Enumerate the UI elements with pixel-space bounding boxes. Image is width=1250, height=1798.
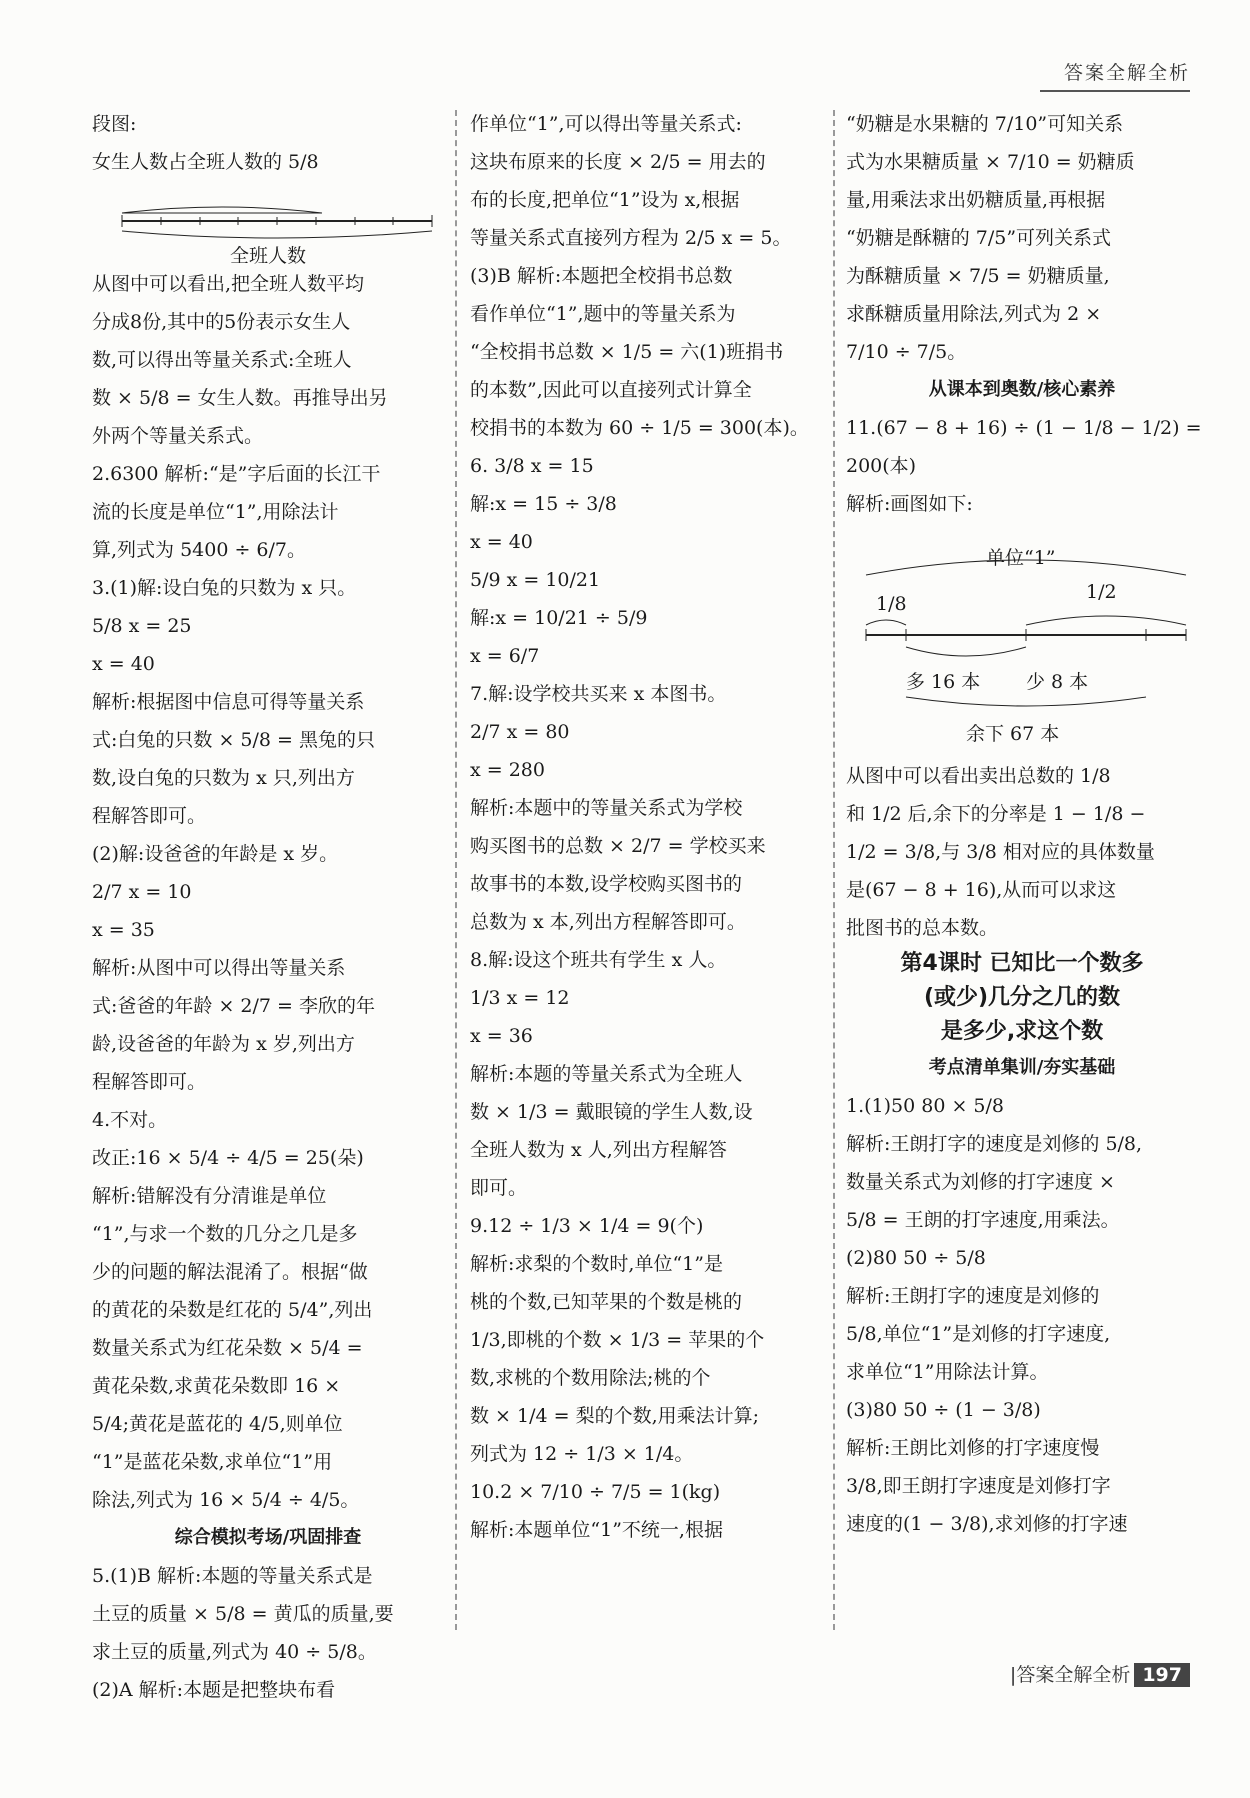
text-line: 是(67 − 8 + 16),从而可以求这 xyxy=(846,879,1117,901)
text-line: “1”,与求一个数的几分之几是多 xyxy=(92,1223,358,1245)
column-1 xyxy=(92,105,444,1709)
text-line: 从图中可以看出卖出总数的 1/8 xyxy=(846,765,1111,787)
text-line: 列式为 12 ÷ 1/3 × 1/4。 xyxy=(470,1443,694,1465)
footer-label: |答案全解全析 xyxy=(1009,1664,1131,1686)
text-line: 少的问题的解法混淆了。根据“做 xyxy=(92,1261,368,1283)
text-line: 解析:本题的等量关系式为全班人 xyxy=(470,1063,743,1085)
text-line: (3)B 解析:本题把全校捐书总数 xyxy=(470,265,733,287)
text-line: 女生人数占全班人数的 5/8 xyxy=(92,151,319,173)
section-title: 从课本到奥数/核心素养 xyxy=(928,379,1116,400)
column-separator xyxy=(455,110,457,1630)
text-line: 200(本) xyxy=(846,455,917,477)
text-line: “1”是蓝花朵数,求单位“1”用 xyxy=(92,1451,333,1473)
text-line: 算,列式为 5400 ÷ 6/7。 xyxy=(92,539,307,561)
text-line: 式为水果糖质量 × 7/10 = 奶糖质 xyxy=(846,151,1135,173)
text-line: 数量关系式为刘修的打字速度 × xyxy=(846,1171,1115,1193)
text-line: 6. 3/8 x = 15 xyxy=(470,455,594,477)
text-line: 龄,设爸爸的年龄为 x 岁,列出方 xyxy=(92,1033,355,1055)
header-rule xyxy=(1040,90,1190,92)
text-line: 5/8,单位“1”是刘修的打字速度, xyxy=(846,1323,1111,1345)
less-label: 少 8 本 xyxy=(1026,671,1089,693)
header-title: 答案全解全析 xyxy=(1063,62,1190,84)
text-line: “全校捐书总数 × 1/5 = 六(1)班捐书 xyxy=(470,341,784,363)
text-line: “奶糖是酥糖的 7/5”可列关系式 xyxy=(846,227,1112,249)
text-line: 分成8份,其中的5份表示女生人 xyxy=(92,311,351,333)
book-diagram xyxy=(846,525,1198,755)
text-line: 数 × 1/3 = 戴眼镜的学生人数,设 xyxy=(470,1101,753,1123)
text-line: 4.不对。 xyxy=(92,1109,168,1131)
text-line: x = 40 xyxy=(470,531,533,553)
text-line: 等量关系式直接列方程为 2/5 x = 5。 xyxy=(470,227,792,249)
text-line: 解析:画图如下: xyxy=(846,493,973,515)
text-line: 解:x = 10/21 ÷ 5/9 xyxy=(470,607,648,629)
text-line: 9.12 ÷ 1/3 × 1/4 = 9(个) xyxy=(470,1215,704,1237)
text-line: 解析:求梨的个数时,单位“1”是 xyxy=(470,1253,723,1275)
text-line: 解析:王朗比刘修的打字速度慢 xyxy=(846,1437,1100,1459)
text-line: 5/8 = 王朗的打字速度,用乘法。 xyxy=(846,1209,1120,1231)
section-title: 考点清单集训/夯实基础 xyxy=(928,1057,1116,1078)
text-line: 式:爸爸的年龄 × 2/7 = 李欣的年 xyxy=(92,995,375,1017)
text-line: 桃的个数,已知苹果的个数是桃的 xyxy=(470,1291,743,1313)
text-line: 流的长度是单位“1”,用除法计 xyxy=(92,501,339,523)
text-line: 解析:根据图中信息可得等量关系 xyxy=(92,691,365,713)
text-line: 购买图书的总数 × 2/7 = 学校买来 xyxy=(470,835,766,857)
text-line: 外两个等量关系式。 xyxy=(92,425,264,447)
text-line: (3)80 50 ÷ (1 − 3/8) xyxy=(846,1399,1041,1421)
text-line: 5/8 x = 25 xyxy=(92,615,192,637)
text-line: 批图书的总本数。 xyxy=(846,917,999,939)
text-line: 求单位“1”用除法计算。 xyxy=(846,1361,1049,1383)
text-line: 作单位“1”,可以得出等量关系式: xyxy=(470,113,742,135)
text-line: 10.2 × 7/10 ÷ 7/5 = 1(kg) xyxy=(470,1481,721,1503)
segment-diagram xyxy=(92,183,444,267)
text-line: 数,求桃的个数用除法;桃的个 xyxy=(470,1367,711,1389)
lesson-title: 第4课时 已知比一个数多 xyxy=(900,951,1144,976)
text-line: 3/8,即王朗打字速度是刘修打字 xyxy=(846,1475,1111,1497)
section-title: 综合模拟考场/巩固排查 xyxy=(174,1527,362,1548)
text-line: 1/3,即桃的个数 × 1/3 = 苹果的个 xyxy=(470,1329,765,1351)
text-line: 改正:16 × 5/4 ÷ 4/5 = 25(朵) xyxy=(92,1147,364,1169)
text-line: 这块布原来的长度 × 2/5 = 用去的 xyxy=(470,151,766,173)
text-line: 看作单位“1”,题中的等量关系为 xyxy=(470,303,736,325)
text-line: 解:x = 15 ÷ 3/8 xyxy=(470,493,617,515)
text-line: x = 40 xyxy=(92,653,155,675)
text-line: 8.解:设这个班共有学生 x 人。 xyxy=(470,949,727,971)
text-line: 5/9 x = 10/21 xyxy=(470,569,601,591)
text-line: 除法,列式为 16 × 5/4 ÷ 4/5。 xyxy=(92,1489,360,1511)
text-line: 2/7 x = 80 xyxy=(470,721,570,743)
text-line: 段图: xyxy=(92,113,137,135)
text-line: 5.(1)B 解析:本题的等量关系式是 xyxy=(92,1565,373,1587)
diagram-label: 全班人数 xyxy=(229,245,306,267)
text-line: x = 36 xyxy=(470,1025,533,1047)
more-label: 多 16 本 xyxy=(906,671,981,693)
text-line: 数,可以得出等量关系式:全班人 xyxy=(92,349,352,371)
text-line: 即可。 xyxy=(470,1177,528,1199)
fraction-label: 1/2 xyxy=(1086,581,1117,603)
text-line: 数 × 1/4 = 梨的个数,用乘法计算; xyxy=(470,1405,760,1427)
text-line: 数 × 5/8 = 女生人数。再推导出另 xyxy=(92,387,388,409)
rest-label: 余下 67 本 xyxy=(966,723,1060,745)
text-line: 5/4;黄花是蓝花的 4/5,则单位 xyxy=(92,1413,343,1435)
text-line: 解析:本题单位“1”不统一,根据 xyxy=(470,1519,723,1541)
text-line: 11.(67 − 8 + 16) ÷ (1 − 1/8 − 1/2) = xyxy=(846,417,1202,439)
text-line: 为酥糖质量 × 7/5 = 奶糖质量, xyxy=(846,265,1110,287)
text-line: 校捐书的本数为 60 ÷ 1/5 = 300(本)。 xyxy=(470,417,809,439)
lesson-title: 是多少,求这个数 xyxy=(940,1019,1104,1044)
text-line: 解析:从图中可以得出等量关系 xyxy=(92,957,346,979)
footer xyxy=(1010,1660,1190,1687)
text-line: 求土豆的质量,列式为 40 ÷ 5/8。 xyxy=(92,1641,377,1663)
text-line: x = 35 xyxy=(92,919,155,941)
text-line: 土豆的质量 × 5/8 = 黄瓜的质量,要 xyxy=(92,1603,394,1625)
text-line: 解析:错解没有分清谁是单位 xyxy=(92,1185,327,1207)
text-line: 1/3 x = 12 xyxy=(470,987,570,1009)
unit-label: 单位“1” xyxy=(986,547,1056,569)
text-line: 故事书的本数,设学校购买图书的 xyxy=(470,873,743,895)
text-line: 7.解:设学校共买来 x 本图书。 xyxy=(470,683,727,705)
text-line: 全班人数为 x 人,列出方程解答 xyxy=(470,1139,727,1161)
text-line: x = 6/7 xyxy=(470,645,540,667)
text-line: 7/10 ÷ 7/5。 xyxy=(846,341,967,363)
text-line: 黄花朵数,求黄花朵数即 16 × xyxy=(92,1375,341,1397)
text-line: 布的长度,把单位“1”设为 x,根据 xyxy=(470,189,740,211)
fraction-label: 1/8 xyxy=(876,593,907,615)
column-2 xyxy=(470,105,822,1549)
text-line: (2)80 50 ÷ 5/8 xyxy=(846,1247,986,1269)
column-separator xyxy=(833,110,835,1630)
text-line: “奶糖是水果糖的 7/10”可知关系 xyxy=(846,113,1124,135)
text-line: 解析:王朗打字的速度是刘修的 5/8, xyxy=(846,1133,1143,1155)
text-line: 2/7 x = 10 xyxy=(92,881,192,903)
text-line: 1/2 = 3/8,与 3/8 相对应的具体数量 xyxy=(846,841,1155,863)
text-line: 式:白兔的只数 × 5/8 = 黑兔的只 xyxy=(92,729,375,751)
lesson-title: (或少)几分之几的数 xyxy=(923,985,1121,1010)
text-line: 的本数”,因此可以直接列式计算全 xyxy=(470,379,752,401)
text-line: 从图中可以看出,把全班人数平均 xyxy=(92,273,365,295)
text-line: 量,用乘法求出奶糖质量,再根据 xyxy=(846,189,1106,211)
text-line: 总数为 x 本,列出方程解答即可。 xyxy=(470,911,746,933)
text-line: 程解答即可。 xyxy=(92,1071,207,1093)
text-line: 程解答即可。 xyxy=(92,805,207,827)
column-3 xyxy=(846,105,1202,1543)
page-number: 197 xyxy=(1134,1663,1190,1687)
text-line: 和 1/2 后,余下的分率是 1 − 1/8 − xyxy=(846,803,1146,825)
text-line: (2)A 解析:本题是把整块布看 xyxy=(92,1679,336,1701)
text-line: 3.(1)解:设白兔的只数为 x 只。 xyxy=(92,577,357,599)
text-line: 解析:本题中的等量关系式为学校 xyxy=(470,797,743,819)
text-line: 数量关系式为红花朵数 × 5/4 = xyxy=(92,1337,363,1359)
text-line: 速度的(1 − 3/8),求刘修的打字速 xyxy=(846,1513,1128,1535)
text-line: 数,设白兔的只数为 x 只,列出方 xyxy=(92,767,355,789)
text-line: x = 280 xyxy=(470,759,545,781)
text-line: 的黄花的朵数是红花的 5/4”,列出 xyxy=(92,1299,373,1321)
text-line: 求酥糖质量用除法,列式为 2 × xyxy=(846,303,1102,325)
text-line: 1.(1)50 80 × 5/8 xyxy=(846,1095,1005,1117)
text-line: 2.6300 解析:“是”字后面的长江干 xyxy=(92,463,381,485)
text-line: 解析:王朗打字的速度是刘修的 xyxy=(846,1285,1100,1307)
text-line: (2)解:设爸爸的年龄是 x 岁。 xyxy=(92,843,339,865)
